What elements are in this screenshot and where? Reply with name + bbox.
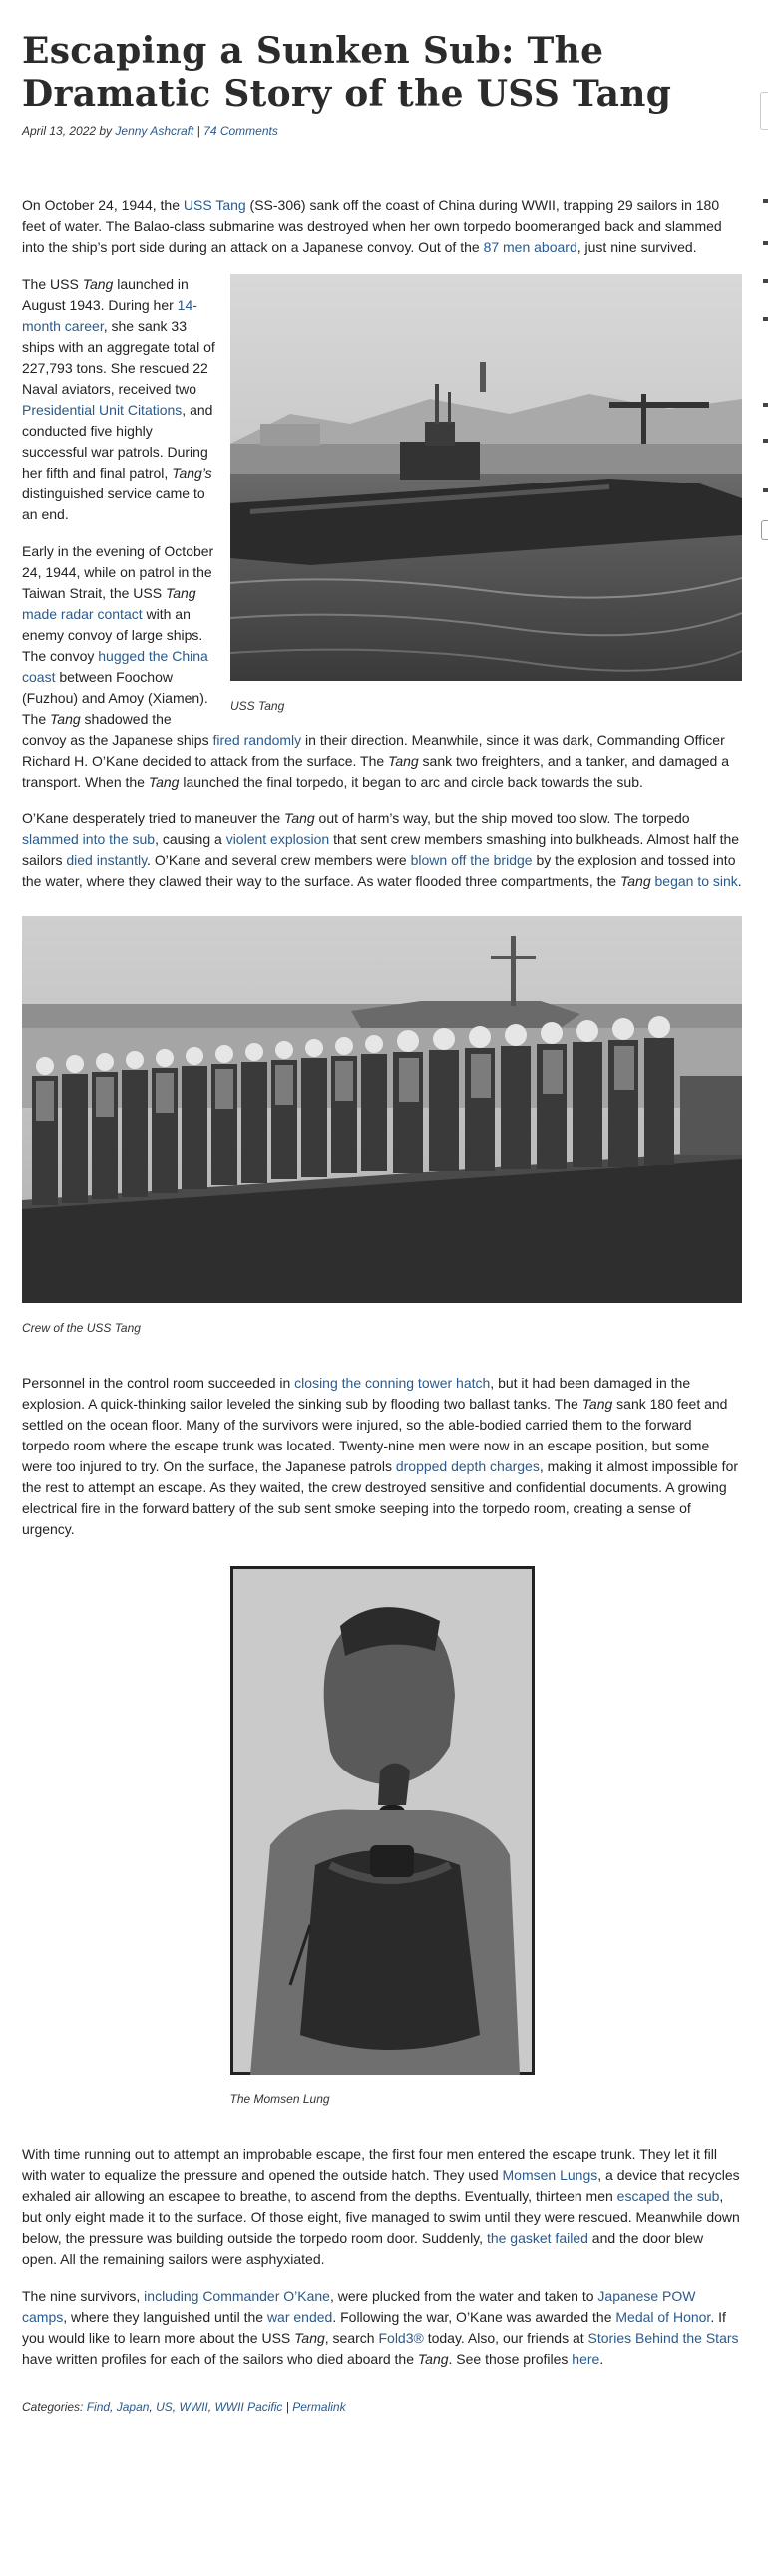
text: The nine survivors, — [22, 2288, 145, 2304]
text: in their direction. Meanwhile, since it was dark, Commanding Officer Richard H. O’Kane decided to attack from the surface. The — [22, 732, 725, 769]
link-slammed-into-the-sub[interactable]: slammed into the sub — [22, 831, 156, 847]
link-fold3[interactable]: Fold3® — [378, 2330, 424, 2346]
text: , but it had been damaged in the explosion. A quick-thinking sailor leveled the sinking sub by flooding two ballast tanks. The — [22, 1375, 691, 1412]
link-blown-off-the-bridge[interactable]: blown off the bridge — [410, 852, 533, 868]
ship-name: Tang — [619, 873, 651, 889]
ship-name: Tang’s — [172, 465, 212, 481]
text: launched the final torpedo, it began to arc and circle back towards the sub. — [179, 774, 643, 790]
text: , causing a — [155, 831, 226, 847]
sidebar-text-fragment — [763, 439, 768, 443]
separator: , — [172, 2400, 180, 2414]
sidebar-text-fragment — [763, 403, 768, 407]
figure-uss-tang — [230, 274, 742, 713]
paragraph-survivors — [22, 2286, 742, 2370]
text: , a device that recycles exhaled air allowing an escapee to breathe, to ascend from the depths. Eventually, thirteen men — [22, 2167, 740, 2204]
permalink[interactable]: Permalink — [292, 2400, 346, 2414]
categories-label: Categories: — [22, 2400, 87, 2414]
article-title: Escaping a Sunken Sub: The Dramatic Story of the USS Tang — [22, 30, 672, 115]
text: , search — [324, 2330, 379, 2346]
ship-name: Tang — [148, 774, 180, 790]
separator: , — [149, 2400, 157, 2414]
ship-name: Tang — [294, 2330, 325, 2346]
ship-name: Tang — [388, 753, 419, 769]
text: . If you would like to learn more about the USS — [22, 2309, 726, 2346]
text: shadowed the convoy as the Japanese ships — [22, 711, 213, 748]
uss-tang-photo — [230, 274, 742, 681]
sidebar-search-input-edge[interactable] — [761, 520, 768, 540]
link-14-month-career[interactable]: 14-month career — [22, 297, 197, 334]
text: between Foochow (Fuzhou) and Amoy (Xiamen). The — [22, 669, 208, 727]
post-meta — [22, 124, 742, 138]
paragraph-intro — [22, 195, 742, 258]
text: with an enemy convoy of large ships. The convoy — [22, 606, 203, 664]
text: , were plucked from the water and taken to — [329, 2288, 598, 2304]
text: out of harm’s way, but the ship moved too slow. The torpedo — [314, 810, 690, 826]
text: Early in the evening of October 24, 1944, while on patrol in the Taiwan Strait, the USS — [22, 543, 214, 601]
sidebar-text-fragment — [763, 317, 768, 321]
link-began-to-sink[interactable]: began to sink — [654, 873, 738, 889]
ship-name: Tang — [50, 711, 81, 727]
paragraph-escape — [22, 2144, 742, 2270]
text: that sent crew members smashing into bulkheads. Almost half the sailors — [22, 831, 740, 868]
text: sank 180 feet and settled on the ocean floor. Many of the survivors were injured, so the able-bodied carried them to the forward torpedo room where the escape trunk was located. Twenty-nine men were now in an escape position, but some were too injured to try. On the surface, the Japanese patrols — [22, 1396, 728, 1474]
link-escaped-the-sub[interactable]: escaped the sub — [616, 2188, 720, 2204]
category-link-japan[interactable]: Japan — [116, 2400, 150, 2414]
text: , and conducted five highly successful war patrols. During her fifth and final patrol, — [22, 402, 213, 481]
text: , she sank 33 ships with an aggregate total of 227,793 tons. She rescued 22 Naval aviators, received two — [22, 318, 215, 397]
text: have written profiles for each of the sailors who died aboard the — [22, 2351, 418, 2367]
text: by the explosion and tossed into the water, where they clawed their way to the surface. As water flooded three compartments, the — [22, 852, 736, 889]
ship-name: Tang — [581, 1396, 613, 1412]
link-here[interactable]: here — [572, 2351, 600, 2367]
text: , just nine survived. — [576, 239, 697, 255]
figure-momsen-lung — [230, 1566, 535, 2106]
link-87-men-aboard[interactable]: 87 men aboard — [483, 239, 577, 255]
link-made-radar-contact[interactable]: made radar contact — [22, 606, 143, 622]
text: . — [737, 873, 742, 889]
text: Personnel in the control room succeeded in — [22, 1375, 295, 1391]
text: . Following the war, O’Kane was awarded the — [332, 2309, 616, 2325]
link-hugged-the-china-coast[interactable]: hugged the China coast — [22, 648, 208, 685]
figure-crew — [22, 916, 742, 1335]
sidebar-text-fragment — [763, 279, 768, 283]
separator: | — [282, 2400, 293, 2414]
momsen-lung-photo — [230, 1566, 535, 2075]
text: On October 24, 1944, the — [22, 197, 184, 213]
text: today. Also, our friends at — [423, 2330, 588, 2346]
link-medal-of-honor[interactable]: Medal of Honor — [615, 2309, 711, 2325]
sidebar-text-fragment — [763, 241, 768, 245]
comments-link[interactable]: 74 Comments — [203, 124, 278, 138]
category-link-us[interactable]: US — [156, 2400, 173, 2414]
text: sank two freighters, and a tanker, and damaged a transport. When the — [22, 753, 729, 790]
separator: , — [110, 2400, 117, 2414]
link-violent-explosion[interactable]: violent explosion — [225, 831, 330, 847]
link-the-gasket-failed[interactable]: the gasket failed — [486, 2230, 588, 2246]
sidebar-text-fragment — [763, 488, 768, 492]
text: The USS — [22, 276, 83, 292]
text: . — [599, 2351, 604, 2367]
separator: , — [207, 2400, 215, 2414]
paragraph-torpedo — [22, 808, 742, 892]
link-presidential-unit-citations[interactable]: Presidential Unit Citations — [22, 402, 183, 418]
figure-caption: Crew of the USS Tang — [22, 1321, 141, 1335]
text: , making it almost impossible for the rest to attempt an escape. As they waited, the crew destroyed sensitive and confidential documents. A growing electrical fire in the forward battery of the sub sent smoke seeping into the torpedo room, creating a sense of urgency. — [22, 1458, 739, 1537]
paragraph-control-room — [22, 1373, 742, 1540]
sidebar-text-fragment — [763, 199, 768, 203]
text: and the door blew open. All the remaining sailors were asphyxiated. — [22, 2230, 704, 2267]
sidebar-widget-edge — [760, 92, 768, 130]
meta-separator: | — [193, 124, 204, 138]
link-stories-behind-the-stars[interactable]: Stories Behind the Stars — [587, 2330, 739, 2346]
text: , but only eight made it to the surface. Of those eight, five managed to swim until they were rescued. Meanwhile down below, the pressure was building outside the torpedo room door. Suddenly, — [22, 2188, 740, 2246]
post-date: April 13, 2022 by — [22, 124, 116, 138]
link-closing-the-conning-tower-hatch[interactable]: closing the conning tower hatch — [294, 1375, 491, 1391]
ship-name: Tang — [417, 2351, 449, 2367]
article — [22, 30, 742, 2414]
text: , where they languished until the — [63, 2309, 267, 2325]
ship-name: Tang — [165, 585, 196, 601]
text: (SS-306) sank off the coast of China during WWII, trapping 29 sailors in 180 feet of water. The Balao-class submarine was destroyed when her own torpedo boomeranged back and slammed into the ship’s port side during an attack on a Japanese convoy. Out of the — [22, 197, 722, 255]
text: With time running out to attempt an improbable escape, the first four men entered the escape trunk. They let it fill with water to equalize the pressure and opened the outside hatch. They used — [22, 2146, 717, 2183]
category-link-wwii-pacific[interactable]: WWII Pacific — [214, 2400, 283, 2414]
text: O’Kane desperately tried to maneuver the — [22, 810, 285, 826]
ship-name: Tang — [82, 276, 114, 292]
ship-name: Tang — [284, 810, 315, 826]
category-link-wwii[interactable]: WWII — [179, 2400, 208, 2414]
text: launched in August 1943. During her — [22, 276, 189, 313]
text: . O’Kane and several crew members were — [147, 852, 411, 868]
figure-caption: The Momsen Lung — [229, 2093, 330, 2106]
sidebar-edge — [755, 90, 768, 588]
category-link-find[interactable]: Find — [86, 2400, 111, 2414]
categories — [22, 2400, 742, 2414]
text: . See those profiles — [448, 2351, 573, 2367]
link-japanese-pow-camps[interactable]: Japanese POW camps — [22, 2288, 696, 2325]
link-including-commander-okane[interactable]: including Commander O’Kane — [144, 2288, 330, 2304]
author-link[interactable]: Jenny Ashcraft — [115, 124, 194, 138]
link-fired-randomly[interactable]: fired randomly — [212, 732, 302, 748]
figure-caption: USS Tang — [230, 699, 285, 713]
link-momsen-lungs[interactable]: Momsen Lungs — [502, 2167, 598, 2183]
text: distinguished service came to an end. — [22, 485, 205, 522]
link-dropped-depth-charges[interactable]: dropped depth charges — [395, 1458, 540, 1474]
link-uss-tang[interactable]: USS Tang — [183, 197, 246, 213]
link-war-ended[interactable]: war ended — [266, 2309, 333, 2325]
crew-photo — [22, 916, 742, 1303]
link-died-instantly[interactable]: died instantly — [66, 852, 148, 868]
